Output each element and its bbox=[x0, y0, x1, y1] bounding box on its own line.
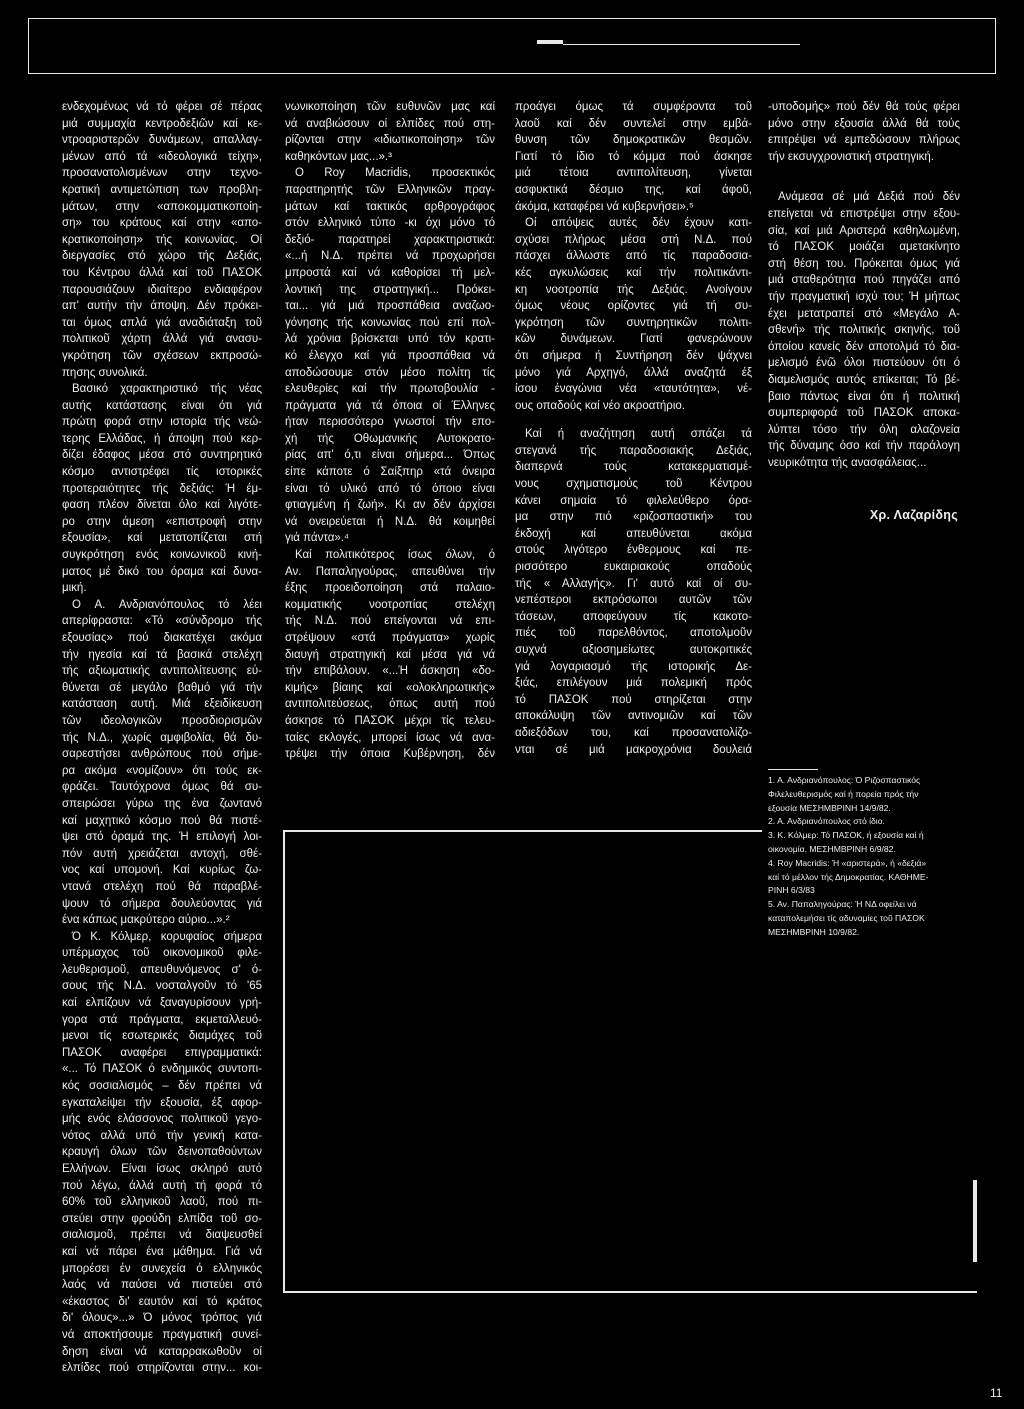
paragraph bbox=[768, 189, 960, 471]
text-line: απ' αυτήν τήν άποψη. Δέν πρόκει- bbox=[62, 300, 262, 313]
image-frame-bottom-edge bbox=[283, 1291, 977, 1293]
text-line: δι' όλους»...» Ό μόνος τρόπος γιά bbox=[62, 1312, 262, 1325]
text-line: Ανάμεσα σέ μιά Δεξιά πού δέν bbox=[778, 191, 960, 204]
text-line: φτιαγμένη ή ζωή». Κι αν δέν άρχίσει bbox=[285, 499, 495, 512]
text-line: κάνει σημαία τό φιλελεύθερο όρα- bbox=[515, 494, 752, 507]
paragraph bbox=[768, 99, 960, 165]
text-line: χή τής Οθωμανικής Αυτοκρατο- bbox=[285, 432, 495, 445]
footnote-separator bbox=[768, 769, 818, 770]
text-line: κη νοοτροπία τής Δεξιάς. Ανοίγουν bbox=[515, 283, 752, 296]
text-line: καί μαχητικό κόσμο πού θά πιστέ- bbox=[62, 814, 262, 827]
text-line: 60% τοῦ ελληνικοῦ λαοῦ, πού πι- bbox=[62, 1196, 262, 1209]
text-line: στούς λιγότερο ένθερμους καί πε- bbox=[515, 544, 752, 557]
text-line: άκόμα, καταφέρει νά κυβερνήσει».⁵ bbox=[515, 200, 694, 213]
text-line: στρέψουν «στά πράγματα» χωρίς bbox=[285, 632, 495, 644]
text-line: κραυγή όλων τῶν δεινοπαθούντων bbox=[62, 1146, 262, 1159]
text-line: προτεραιότητες τής δεξιάς: Ή έμ- bbox=[62, 482, 262, 495]
text-line: μιά σταθερότητα πού πηγάζει από bbox=[768, 274, 960, 287]
text-line: σπειρώσει γύρω της ένα ζωντανό bbox=[62, 797, 262, 810]
text-line: τό ΠΑΣΟΚ μοιάζει αμετακίνητο bbox=[768, 241, 960, 254]
footnote-line: καταπολεμήσει τίς αδυναμίες τοῦ ΠΑΣΟΚ bbox=[768, 912, 925, 923]
text-line: θύνεται σέ μεγάλο βαθμό γιά τήν bbox=[62, 681, 262, 694]
text-line: τήν ηγεσία καί τά βασικά στελέχη bbox=[62, 648, 262, 661]
text-line: είπε κάποτε ό Σαίξπηρ «τά όνειρα bbox=[285, 466, 495, 479]
text-line: διαμελισμός αυτός επίκειται; Τό βέ- bbox=[768, 373, 960, 386]
text-line: ματος μέ δικό του όραμα καί δυνα- bbox=[62, 565, 262, 578]
text-line: ψουν τό σήμερα δουλεύοντας γιά bbox=[62, 897, 262, 910]
text-line: ρισσότερο ευκαιριακούς οπαδούς bbox=[515, 561, 752, 574]
image-frame-left-edge bbox=[283, 830, 285, 1292]
text-line: «... Τό ΠΑΣΟΚ ό ενδημικός συντοπι- bbox=[62, 1063, 262, 1076]
text-line: μπορέσει έν συνεχεία ό ελληνικός bbox=[62, 1262, 262, 1275]
text-line: λαοῦ καί δέν συντελεί στην εμβά- bbox=[515, 117, 752, 130]
text-line: μική. bbox=[62, 582, 87, 595]
author-signature: Χρ. Λαζαρίδης bbox=[869, 508, 958, 522]
text-line: νται σέ μιά μακροχρόνια δουλειά bbox=[515, 743, 752, 756]
text-line: ρίας απ' ό,τι είναι σήμερα... Όπως bbox=[285, 449, 495, 462]
text-line: λευθερισμοῦ, απευθυνόμενος σ' ό- bbox=[62, 963, 262, 976]
footnote-line: οικονομία. ΜΕΣΗΜΒΡΙΝΗ 6/9/82. bbox=[768, 843, 896, 854]
text-line: ρα ακόμα «νομίζουν» ότι τούς εκ- bbox=[62, 764, 262, 777]
footnote bbox=[768, 829, 964, 857]
text-line: φαση πλέον δίνεται όλο καί λιγότε- bbox=[62, 499, 262, 512]
text-line: Καί ή αναζήτηση αυτή σπάζει τά bbox=[525, 428, 752, 441]
footnote bbox=[768, 774, 964, 815]
text-line: γιά λογαριασμό τής ιστορικής Δε- bbox=[515, 660, 752, 673]
text-line: τής Ν.Δ. πού επείγονται νά επι- bbox=[285, 615, 495, 628]
header-rule-thin bbox=[563, 44, 800, 45]
text-line: ενδεχομένως νά τό φέρει σέ πέρας bbox=[62, 101, 262, 113]
text-line: πιές τοῦ παρελθόντος, αποτολμοῦν bbox=[515, 627, 752, 640]
text-line: καθηκόντων μας...».³ bbox=[285, 150, 392, 163]
footnote-line: 2. Α. Ανδριανόπουλος στό ίδιο. bbox=[768, 816, 885, 827]
text-line: νά αναβιώσουν οί ελπίδες πού στη- bbox=[285, 117, 495, 130]
paragraph bbox=[62, 381, 262, 597]
text-line: ίσου έναγώνια νέα «ταυτότητα», νέ- bbox=[515, 383, 752, 396]
text-line: Οί απόψεις αυτές δέν έχουν κατι- bbox=[525, 217, 752, 230]
text-line: νωνικοποίηση τῶν ευθυνῶν μας καί bbox=[285, 101, 495, 113]
text-line: πολιτικοῦ χάρτη άλλά γιά ανασυ- bbox=[62, 333, 262, 346]
image-frame-top-edge bbox=[283, 830, 762, 832]
text-line: σθενή» τής πολιτικής σκηνής, τοῦ bbox=[768, 324, 960, 337]
text-line: «έκαστος δι' εαυτόν καί τό κράτος bbox=[62, 1295, 262, 1308]
text-line: γκρότηση τῶν συντηρητικῶν πολιτι- bbox=[515, 316, 752, 329]
footnote-line: Φιλελευθερισμός καί ή πορεία πρός τήν bbox=[768, 788, 919, 799]
text-line: μελισμό ένῶ όλοι πιστεύουν ότι ό bbox=[768, 357, 960, 370]
text-line: κόσμο αντιστρέφει τίς ιστορικές bbox=[62, 466, 262, 479]
text-line: ται... γιά μιά προσπάθεια αναζωο- bbox=[285, 300, 495, 313]
text-line: στεγανά τής παραδοσιακής Δεξιάς, bbox=[515, 444, 752, 457]
text-line: προάγει όμως τά συμφέροντα τοῦ bbox=[515, 101, 752, 113]
text-line: συγκρότηση ενός κοινωνικοῦ κινή- bbox=[62, 549, 262, 562]
text-line: «...ή Ν.Δ. πρέπει νά προχωρήσει bbox=[285, 250, 495, 263]
text-line: κατάσταση αυτή. Μιά εξειδίκευση bbox=[62, 698, 262, 711]
paragraph bbox=[285, 99, 495, 165]
text-line: υπέρμαχος τοῦ οικονομικοῦ φιλε- bbox=[62, 947, 262, 960]
text-line: έκδοχή καί απευθύνεται ακόμα bbox=[515, 527, 752, 540]
text-line: πησης συνολικά. bbox=[62, 366, 148, 379]
text-line: πόν αυτή χρειάζεται αντοχή, σθέ- bbox=[62, 847, 262, 860]
text-line: τής Ν.Δ., χωρίς αμφιβολία, θά δυ- bbox=[62, 731, 262, 744]
text-line: νος καί υπομονή. Καί κυρίως ζω- bbox=[62, 864, 262, 877]
text-line: μιά τέτοια αντιπολίτευση, γίνεται bbox=[515, 167, 752, 180]
text-line: λαός νά παύσει νά πιστεύει στό bbox=[62, 1279, 262, 1292]
text-line: μάτων, στην «αποκομματικοποίη- bbox=[62, 200, 262, 213]
text-line: στεύει στην φρούδη ελπίδα τοῦ σο- bbox=[62, 1212, 262, 1225]
text-line: ελπίδες πού στηρίζονται στην... κοι- bbox=[62, 1362, 262, 1375]
text-line: τάσεων, αποφεύγουν τίς κακοτο- bbox=[515, 610, 752, 623]
text-line: λύπτει τόσο τήν όλη αλαζονεία bbox=[768, 423, 960, 436]
text-line: κῶν δυνάμεων. Γιατί φανερώνουν bbox=[515, 333, 752, 346]
text-line: Ό Κ. Κόλμερ, κορυφαίος σήμερα bbox=[72, 930, 262, 943]
text-line: κιμής» βίαιης καί «ολοκληρωτικής» bbox=[285, 681, 495, 694]
text-column-4 bbox=[768, 99, 960, 471]
text-line: παρατηρητής τῶν Ελληνικῶν πραγ- bbox=[285, 183, 495, 196]
text-line: του Κέντρου άλλά καί τοῦ ΠΑΣΟΚ bbox=[62, 266, 262, 279]
image-frame-right-mark bbox=[973, 1180, 977, 1262]
text-line: ασφυκτικά δέσμιο της, καί άφοῦ, bbox=[515, 183, 752, 196]
text-line: τής « Αλλαγής». Γι' αυτό καί οί συ- bbox=[515, 577, 752, 590]
text-line: κό έλεγχο καί γιά προσπάθεια νά bbox=[285, 349, 495, 362]
text-line: ντροαριστερῶν δυνάμεων, απαλλαγ- bbox=[62, 134, 262, 147]
text-line: στόν ελληνικό τύπο -κι όχι μόνο τό bbox=[285, 217, 495, 230]
page-number: 11 bbox=[990, 1386, 1003, 1400]
text-line: έξης προειδοποίηση στά παλαιο- bbox=[285, 582, 495, 595]
text-line: ρίζονται στην «ιδιωτικοποίηση» τῶν bbox=[285, 134, 495, 147]
text-line: μάτων καί τακτικός αρθρογράφος bbox=[285, 200, 495, 213]
text-column-3 bbox=[515, 99, 752, 758]
footnote-line: 4. Roy Macridis: Ή «αριστερά», ή «δεξιά» bbox=[768, 857, 927, 868]
text-line: αντιπολιτεύσεως, όπως αυτή πού bbox=[285, 698, 495, 711]
text-line: συμπεριφορά τοῦ ΠΑΣΟΚ αποκα- bbox=[768, 407, 960, 420]
paragraph bbox=[515, 426, 752, 758]
text-line: Καί πολιτικότερος ίσως όλων, ό bbox=[295, 549, 495, 562]
text-line: σαρεστήσει ανθρώπους πού σήμε- bbox=[62, 748, 262, 761]
text-line: βαιο πάντως είναι ότι ή πολιτική bbox=[768, 390, 960, 403]
text-line: αποδώσουμε στόν μέσο πολίτη τίς bbox=[285, 366, 495, 379]
text-line: τό ΠΑΣΟΚ πού στηρίζεται στην bbox=[515, 693, 752, 706]
text-line: νότος αλλά υπό τήν γενική κατα- bbox=[62, 1129, 262, 1142]
paragraph bbox=[62, 929, 262, 1377]
paragraph bbox=[515, 99, 752, 215]
text-line: πράγματα γιά τά όποια οί Έλληνες bbox=[285, 399, 495, 412]
text-line: Ο Roy Macridis, προσεκτικός bbox=[295, 167, 495, 180]
footnotes bbox=[768, 774, 964, 940]
footnote bbox=[768, 857, 964, 898]
text-line: Ο Α. Ανδριανόπουλος τό λέει bbox=[72, 598, 262, 611]
text-line: μα στην πιό «ριζοσπαστική» του bbox=[515, 511, 752, 524]
text-line: νά αποκτήσουμε πραγματική συνεί- bbox=[62, 1328, 262, 1341]
paragraph bbox=[62, 597, 262, 929]
text-line: τήν εκσυγχρονιστική στρατηγική. bbox=[768, 150, 934, 163]
text-line: όποίου κανείς δέν αποτολμά τό δια- bbox=[768, 340, 960, 353]
footnote-line: 3. Κ. Κόλμερ: Τό ΠΑΣΟΚ, ή εξουσία καί ή bbox=[768, 830, 924, 841]
text-line: Γιατί τό ίδιο τό κόμμα πού άσκησε bbox=[515, 150, 752, 163]
text-line: παρουσιάζουν ιδιαίτερο ενδιαφέρον bbox=[62, 283, 262, 296]
text-line: καί ελπίζουν νά ξαναγυρίσουν γρή- bbox=[62, 997, 262, 1010]
text-line: διαπερνά τούς κατακερματισμέ- bbox=[515, 461, 752, 474]
text-line: Βασικό χαρακτηριστικό τής νέας bbox=[72, 383, 262, 396]
text-line: λοντική της στρατηγική... Πρόκει- bbox=[285, 283, 495, 296]
footnote-line: 5. Αν. Παπαληγούρας: Ή ΝΔ οφείλει νά bbox=[768, 899, 917, 910]
text-line: -υποδομής» πού δέν θά τούς φέρει bbox=[768, 101, 960, 113]
footnote bbox=[768, 815, 964, 829]
text-line: εγκαταλείψει τήν εξουσία, έξ αφορ- bbox=[62, 1096, 262, 1109]
text-line: πού λέγω, άλλά αυτή τή φορά τό bbox=[62, 1179, 262, 1192]
text-line: τήν πραγματική ισχύ του; Ή μήπως bbox=[768, 290, 960, 303]
text-line: επείγεται νά επιστρέψει στην εξου- bbox=[768, 207, 960, 220]
text-line: γόνησης τής κοινωνίας πού επί πολ- bbox=[285, 316, 495, 329]
text-line: μής ενός ελάσσονος πολιτικοῦ γεγο- bbox=[62, 1113, 262, 1126]
text-line: μιά συμμαχία κεντροδεξιῶν καί κε- bbox=[62, 117, 262, 130]
text-line: σχύσει πλήρως μέσα στή Ν.Δ. πού bbox=[515, 233, 752, 246]
text-line: θυνση τῶν δημοκρατικῶν θεσμῶν. bbox=[515, 134, 752, 147]
text-line: δηση είναι νά καταρρακωθοῦν οί bbox=[62, 1345, 262, 1358]
text-line: μπροστά καί νά καθορίσει τή μελ- bbox=[285, 266, 495, 279]
text-line: σία, καί μιά Αριστερά καθηλωμένη, bbox=[768, 224, 960, 237]
text-line: εξουσία», καί μετατοπίζεται στή bbox=[62, 532, 262, 545]
text-line: σους τής Ν.Δ. νοσταλγοῦν τό '65 bbox=[62, 980, 262, 993]
text-line: ους οπαδούς καί νέο ακροατήριο. bbox=[515, 399, 685, 412]
text-line: γκρότηση τῶν σχέσεων εκπροσώ- bbox=[62, 349, 262, 362]
text-line: είναι τό υλικό από τό όποιο είναι bbox=[285, 482, 495, 495]
text-line: Αν. Παπαληγούρας, απευθύνει τήν bbox=[285, 565, 495, 578]
footnote bbox=[768, 898, 964, 939]
text-line: ελευθερίες καί τήν πρωτοβουλία - bbox=[285, 383, 495, 396]
text-line: αποκάλυψη τῶν αντινομιῶν καί τῶν bbox=[515, 710, 752, 723]
text-line: ότι σήμερα ή Συντήρηση δέν ψάχνει bbox=[515, 349, 752, 362]
text-line: τερης Ελλάδας, ή άποψη πού κερ- bbox=[62, 432, 262, 445]
text-line: τήν επιβάλουν. «...Ή άσκηση «δο- bbox=[285, 665, 495, 678]
footnote-line: εξουσία ΜΕΣΗΜΒΡΙΝΗ 14/9/82. bbox=[768, 802, 891, 813]
text-line: έχει μετατραπεί στό «Μεγάλο Α- bbox=[768, 307, 960, 320]
text-line: τῶν ιδεολογικῶν προσδιορισμῶν bbox=[62, 714, 262, 727]
text-line: νευρικότητα τής ανασφάλειας... bbox=[768, 456, 927, 469]
text-line: ται όμως απλά γιά αναδιάταξη τοῦ bbox=[62, 316, 262, 329]
text-line: φράζει. Ταυτόχρονα όμως θά συ- bbox=[62, 781, 262, 794]
text-line: Ελλήνων. Είναι ίσως σκληρό αυτό bbox=[62, 1163, 262, 1175]
footnote-line: 1. Α. Ανδριανόπουλος: Ό Ριζοσπαστικός bbox=[768, 775, 921, 785]
text-line: λά χρόνια βρίσκεται υπό τόν κρατι- bbox=[285, 333, 495, 346]
text-line: επιτρέψει νά εμπεδώσουν πλήρως bbox=[768, 134, 960, 147]
text-line: κές αγκυλώσεις καί τήν πολιτικάντι- bbox=[515, 266, 752, 279]
text-line: μένων από τά «ιδεολογικά τείχη», bbox=[62, 150, 262, 163]
footnote-line: καί τό μέλλον τής Δημοκρατίας. ΚΑΘΗΜΕ- bbox=[768, 871, 929, 882]
text-line: νά ονειρεύεται ή Ν.Δ. θά κοιμηθεί bbox=[285, 515, 495, 528]
text-line: γιά πάντα».⁴ bbox=[285, 532, 349, 545]
text-line: αυτής κατάστασης είναι ότι γιά bbox=[62, 399, 262, 412]
text-line: μενοι τίς εσωτερικές διαμάχες τοῦ bbox=[62, 1030, 262, 1043]
text-line: ένα κάπως μακρύτερο αύριο...».² bbox=[62, 914, 230, 927]
text-line: διεργασίες στό χώρο τής Δεξιάς, bbox=[62, 250, 262, 263]
text-line: άσκησε τό ΠΑΣΟΚ μέχρι τίς τελευ- bbox=[285, 714, 495, 727]
footnote-line: ΡΙΝΗ 6/3/83 bbox=[768, 885, 815, 896]
text-line: ψει στό όραμά της. Ή επιλογή λοι- bbox=[62, 831, 262, 844]
text-line: δίζει έδαφος μέσα στό συντηρητικό bbox=[62, 449, 262, 462]
text-line: στή θέση του. Πρόκειται όμως γιά bbox=[768, 257, 960, 270]
text-line: ΠΑΣΟΚ αναφέρει επιγραμματικά: bbox=[62, 1046, 262, 1059]
text-line: μόνο στην εξουσία άλλά θά τούς bbox=[768, 117, 960, 130]
text-line: ρο στην άμεση «επιστροφή στην bbox=[62, 515, 262, 528]
text-line: εξουσίας» πού διακατέχει ακόμα bbox=[62, 632, 262, 644]
text-line: τρέψει τήν όποια Κυβέρνηση, δέν bbox=[285, 748, 495, 761]
text-line: δεξιό- παρατηρεί χαρακτηριστικά: bbox=[285, 233, 495, 246]
text-line: γορα στά πράγματα, εκμεταλλευό- bbox=[62, 1013, 262, 1026]
text-column-2 bbox=[285, 99, 495, 763]
paragraph bbox=[515, 215, 752, 414]
text-line: ήταν περισσότερο γνωστοί τήν επο- bbox=[285, 416, 495, 429]
text-line: κομματικής νοοτροπίας στελέχη bbox=[285, 598, 495, 611]
header-frame bbox=[28, 18, 996, 74]
paragraph bbox=[285, 165, 495, 547]
header-rule-thick bbox=[537, 40, 563, 44]
text-line: διαυγή στρατηγική καί μέσα γιά νά bbox=[285, 648, 495, 661]
footnote-line: ΜΕΣΗΜΒΡΙΝΗ 10/9/82. bbox=[768, 926, 860, 937]
text-column-1 bbox=[62, 99, 262, 1377]
text-line: αδιεξόδων του, καί προσανατολίζο- bbox=[515, 726, 752, 739]
text-line: απερίφραστα: «Τό «σύνδρομο τής bbox=[62, 615, 262, 628]
paragraph bbox=[62, 99, 262, 381]
text-line: ταίες εκλογές, μπορεί ίσως νά ανα- bbox=[285, 731, 495, 744]
text-line: κρατική αντιμετώπιση των προβλη- bbox=[62, 183, 262, 196]
text-line: ση» του κράτους καί στην «απο- bbox=[62, 217, 262, 230]
text-line: καί νά πάρει ένα μάθημα. Γιά νά bbox=[62, 1245, 262, 1258]
text-line: κρατικοποίηση» τής κοινωνίας. Οί bbox=[62, 233, 262, 246]
text-line: νους σχηματισμούς τοῦ Κέντρου bbox=[515, 478, 752, 491]
text-line: τής αξιωματικής αντιπολίτευσης εὐ- bbox=[62, 665, 262, 678]
text-line: ντανά στελέχη πού θά παραβλέ- bbox=[62, 880, 262, 893]
text-line: πάσχει άλλωστε από τίς παραδοσια- bbox=[515, 250, 752, 263]
text-line: συχνά αξιοσημείωτες αυτοκριτικές bbox=[515, 644, 752, 656]
paragraph bbox=[285, 547, 495, 763]
text-line: μόνο γιά Αρχηγό, άλλά αναζητά έξ bbox=[515, 366, 752, 379]
text-line: νεπέστεροι εκπρόσωποι αυτῶν τῶν bbox=[515, 594, 752, 607]
text-line: κός σοσιαλισμός – δέν πρέπει νά bbox=[62, 1080, 262, 1093]
text-line: τής δύναμης όσο καί τήν παράλογη bbox=[768, 440, 960, 453]
text-line: προσανατολισμένων στην τεχνο- bbox=[62, 167, 262, 180]
text-line: σιαλισμοῦ, πρέπει νά διαψευσθεί bbox=[62, 1229, 262, 1242]
text-line: πρώτη φορά στην ιστορία τής νεώ- bbox=[62, 416, 262, 429]
text-line: ξιάς, επιλέγουν μιά πολεμική πρός bbox=[515, 677, 752, 690]
text-line: όμως νέους ορίζοντες γιά τή συ- bbox=[515, 300, 752, 313]
